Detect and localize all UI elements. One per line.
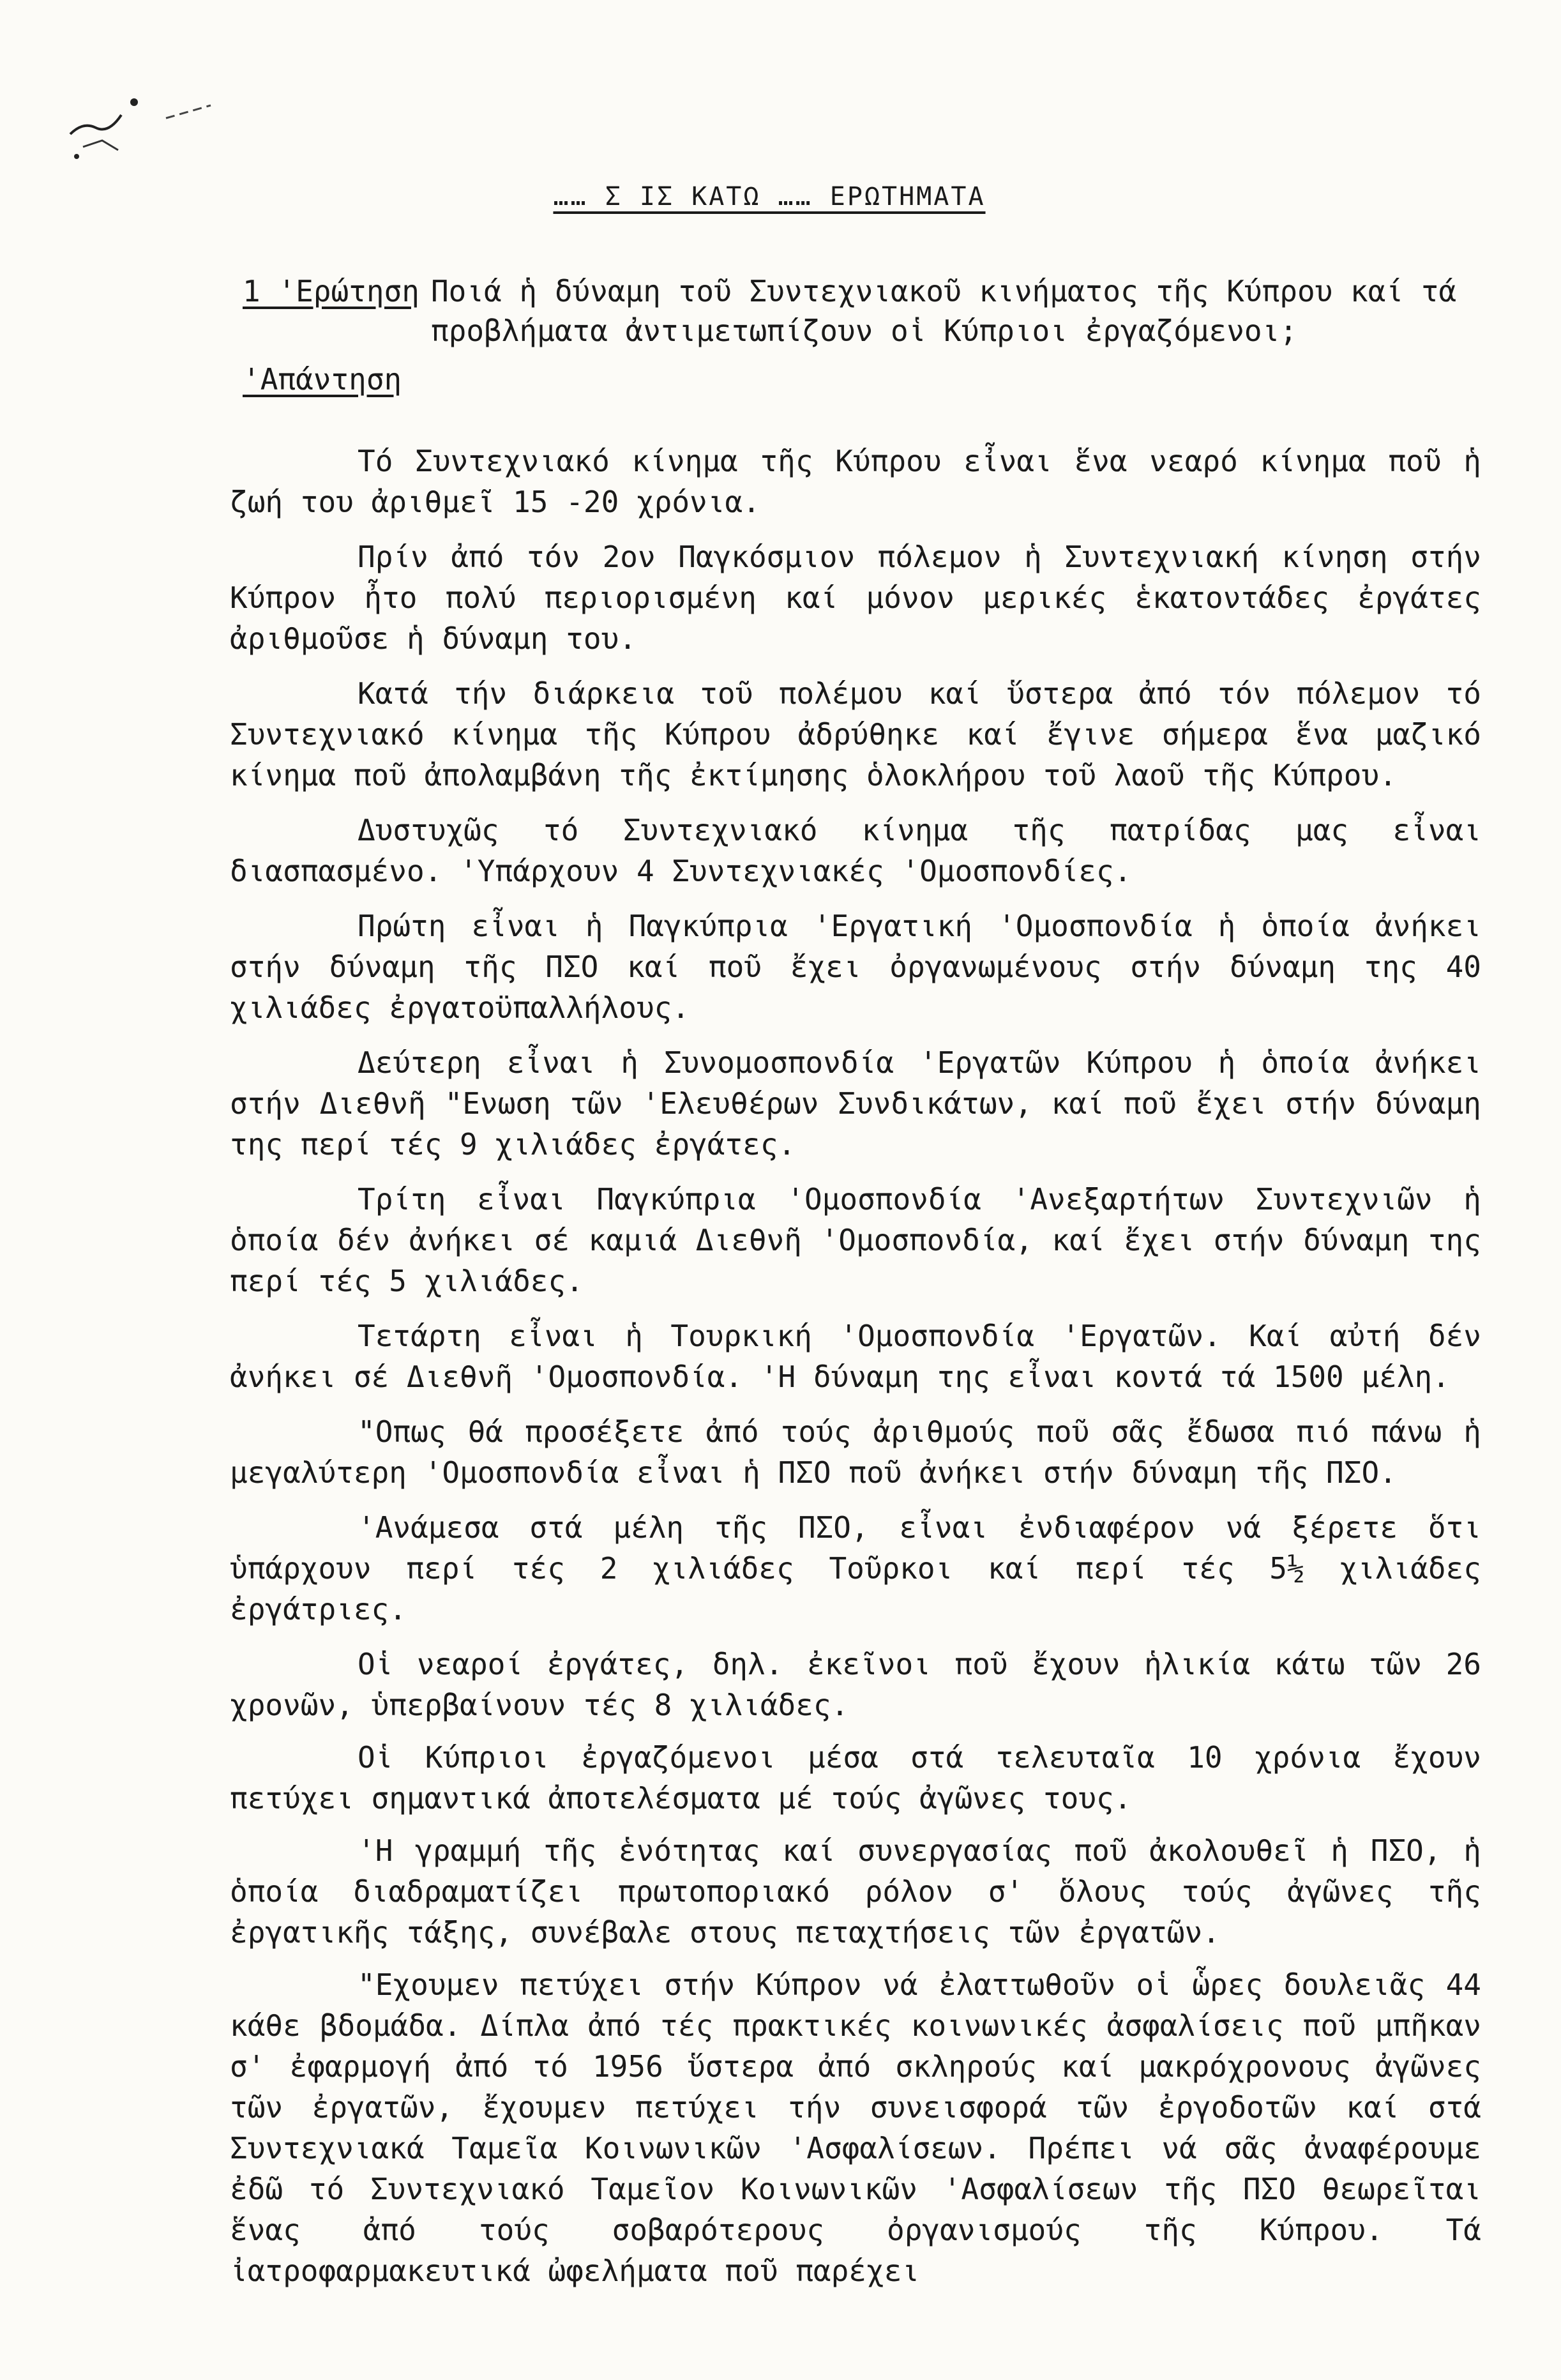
paragraph: Οἱ νεαροί ἐργάτες, δηλ. ἐκεῖνοι ποῦ ἔχουν ἡλικία κάτω τῶν 26 χρονῶν, ὑπερβαίνουν τές 8 χιλιάδες. (230, 1647, 1481, 1722)
paragraph: Δεύτερη εἶναι ἡ Συνομοσπονδία 'Εργατῶν Κύπρου ἡ ὁποία ἀνήκει στήν Διεθνῆ "Ενωση τῶν 'Ελευθέρων Συνδικάτων, καί ποῦ ἔχει στήν δύναμη της περί τές 9 χιλιάδες ἐργάτες. (230, 1045, 1481, 1162)
paragraph: Δυστυχῶς τό Συντεχνιακό κίνημα τῆς πατρίδας μας εἶναι διασπασμένο. 'Υπάρχουν 4 Συντεχνιακές 'Ομοσπονδίες. (230, 813, 1481, 888)
paragraph: Οἱ Κύπριοι ἐργαζόμενοι μέσα στά τελευταῖα 10 χρόνια ἔχουν πετύχει σημαντικά ἀποτελέσματα μέ τούς ἀγῶνες τους. (230, 1740, 1481, 1815)
paragraph: Πρίν ἀπό τόν 2ον Παγκόσμιον πόλεμον ἡ Συντεχνιακή κίνηση στήν Κύπρον ἦτο πολύ περιορισμένη καί μόνον μερικές ἑκατοντάδες ἐργάτες ἀριθμοῦσε ἡ δύναμη του. (230, 540, 1481, 656)
paragraph: 'Η γραμμή τῆς ἑνότητας καί συνεργασίας ποῦ ἀκολουθεῖ ἡ ΠΣΟ, ἡ ὁποία διαδραματίζει πρωτοποριακό ρόλον σ' ὅλους τούς ἀγῶνες τῆς ἐργατικῆς τάξης, συνέβαλε στους πεταχτήσεις τῶν ἐργατῶν. (230, 1833, 1481, 1950)
document-title: …… Σ ΙΣ ΚΑΤΩ …… ΕΡΩΤΗΜΑΤΑ (553, 182, 986, 211)
paragraph: Κατά τήν διάρκεια τοῦ πολέμου καί ὕστερα ἀπό τόν πόλεμον τό Συντεχνιακό κίνημα τῆς Κύπρου ἀδρύθηκε καί ἔγινε σήμερα ἕνα μαζικό κίνημα ποῦ ἀπολαμβάνη τῆς ἐκτίμησης ὁλοκλήρου τοῦ λαοῦ τῆς Κύπρου. (230, 676, 1481, 792)
ink-marks (57, 38, 262, 166)
question-label: 1 'Ερώτηση (243, 274, 419, 308)
paragraph: Τρίτη εἶναι Παγκύπρια 'Ομοσπονδία 'Ανεξαρτήτων Συντεχνιῶν ἡ ὁποία δέν ἀνήκει σέ καμιά Διεθνῆ 'Ομοσπονδία, καί ἔχει στήν δύναμη της περί τές 5 χιλιάδες. (230, 1182, 1481, 1298)
paragraph: Τό Συντεχνιακό κίνημα τῆς Κύπρου εἶναι ἕνα νεαρό κίνημα ποῦ ἡ ζωή του ἀριθμεῖ 15 -20 χρόνια. (230, 444, 1481, 519)
paragraph: Τετάρτη εἶναι ἡ Τουρκική 'Ομοσπονδία 'Εργατῶν. Καί αὐτή δέν ἀνήκει σέ Διεθνῆ 'Ομοσπονδία. 'Η δύναμη της εἶναι κοντά τά 1500 μέλη. (230, 1319, 1481, 1394)
answer-label: 'Απάντηση (243, 362, 402, 397)
paragraph: "Εχουμεν πετύχει στήν Κύπρον νά ἐλαττωθοῦν οἱ ὧρες δουλειᾶς 44 κάθε βδομάδα. Δίπλα ἀπό τές πρακτικές κοινωνικές ἀσφαλίσεις ποῦ μπῆκαν σ' ἐφαρμογή ἀπό τό 1956 ὕστερα ἀπό σκληρούς καί μακρόχρονους ἀγῶνες τῶν ἐργατῶν, ἔχουμεν πετύχει τήν συνεισφορά τῶν ἐργοδοτῶν καί στά Συντεχνιακά Ταμεῖα Κοινωνικῶν 'Ασφαλίσεων. Πρέπει νά σᾶς ἀναφέρουμε ἐδῶ τό Συντεχνιακό Ταμεῖον Κοινωνικῶν 'Ασφαλίσεων τῆς ΠΣΟ θεωρεῖται ἕνας ἀπό τούς σοβαρότερους ὀργανισμούς τῆς Κύπρου. Τά ἰατροφαρμακευτικά ὠφελήματα ποῦ παρέχει (230, 1967, 1481, 2288)
question-block (243, 271, 1481, 399)
question-text: Ποιά ἡ δύναμη τοῦ Συντεχνιακοῦ κινήματος τῆς Κύπρου καί τά προβλήματα ἀντιμετωπίζουν οἱ Κύπριοι ἐργαζόμενοι; (430, 274, 1457, 348)
answer-body (230, 441, 1481, 2303)
paragraph: 'Ανάμεσα στά μέλη τῆς ΠΣΟ, εἶναι ἐνδιαφέρον νά ξέρετε ὅτι ὑπάρχουν περί τές 2 χιλιάδες Τοῦρκοι καί περί τές 5½ χιλιάδες ἐργάτριες. (230, 1510, 1481, 1626)
paragraph: Πρώτη εἶναι ἡ Παγκύπρια 'Εργατική 'Ομοσπονδία ἡ ὁποία ἀνήκει στήν δύναμη τῆς ΠΣΟ καί ποῦ ἔχει ὀργανωμένους στήν δύναμη της 40 χιλιάδες ἐργατοϋπαλλήλους. (230, 909, 1481, 1025)
question-row (243, 271, 1481, 351)
paragraph: "Οπως θά προσέξετε ἀπό τούς ἀριθμούς ποῦ σᾶς ἔδωσα πιό πάνω ἡ μεγαλύτερη 'Ομοσπονδία εἶναι ἡ ΠΣΟ ποῦ ἀνήκει στήν δύναμη τῆς ΠΣΟ. (230, 1414, 1481, 1490)
